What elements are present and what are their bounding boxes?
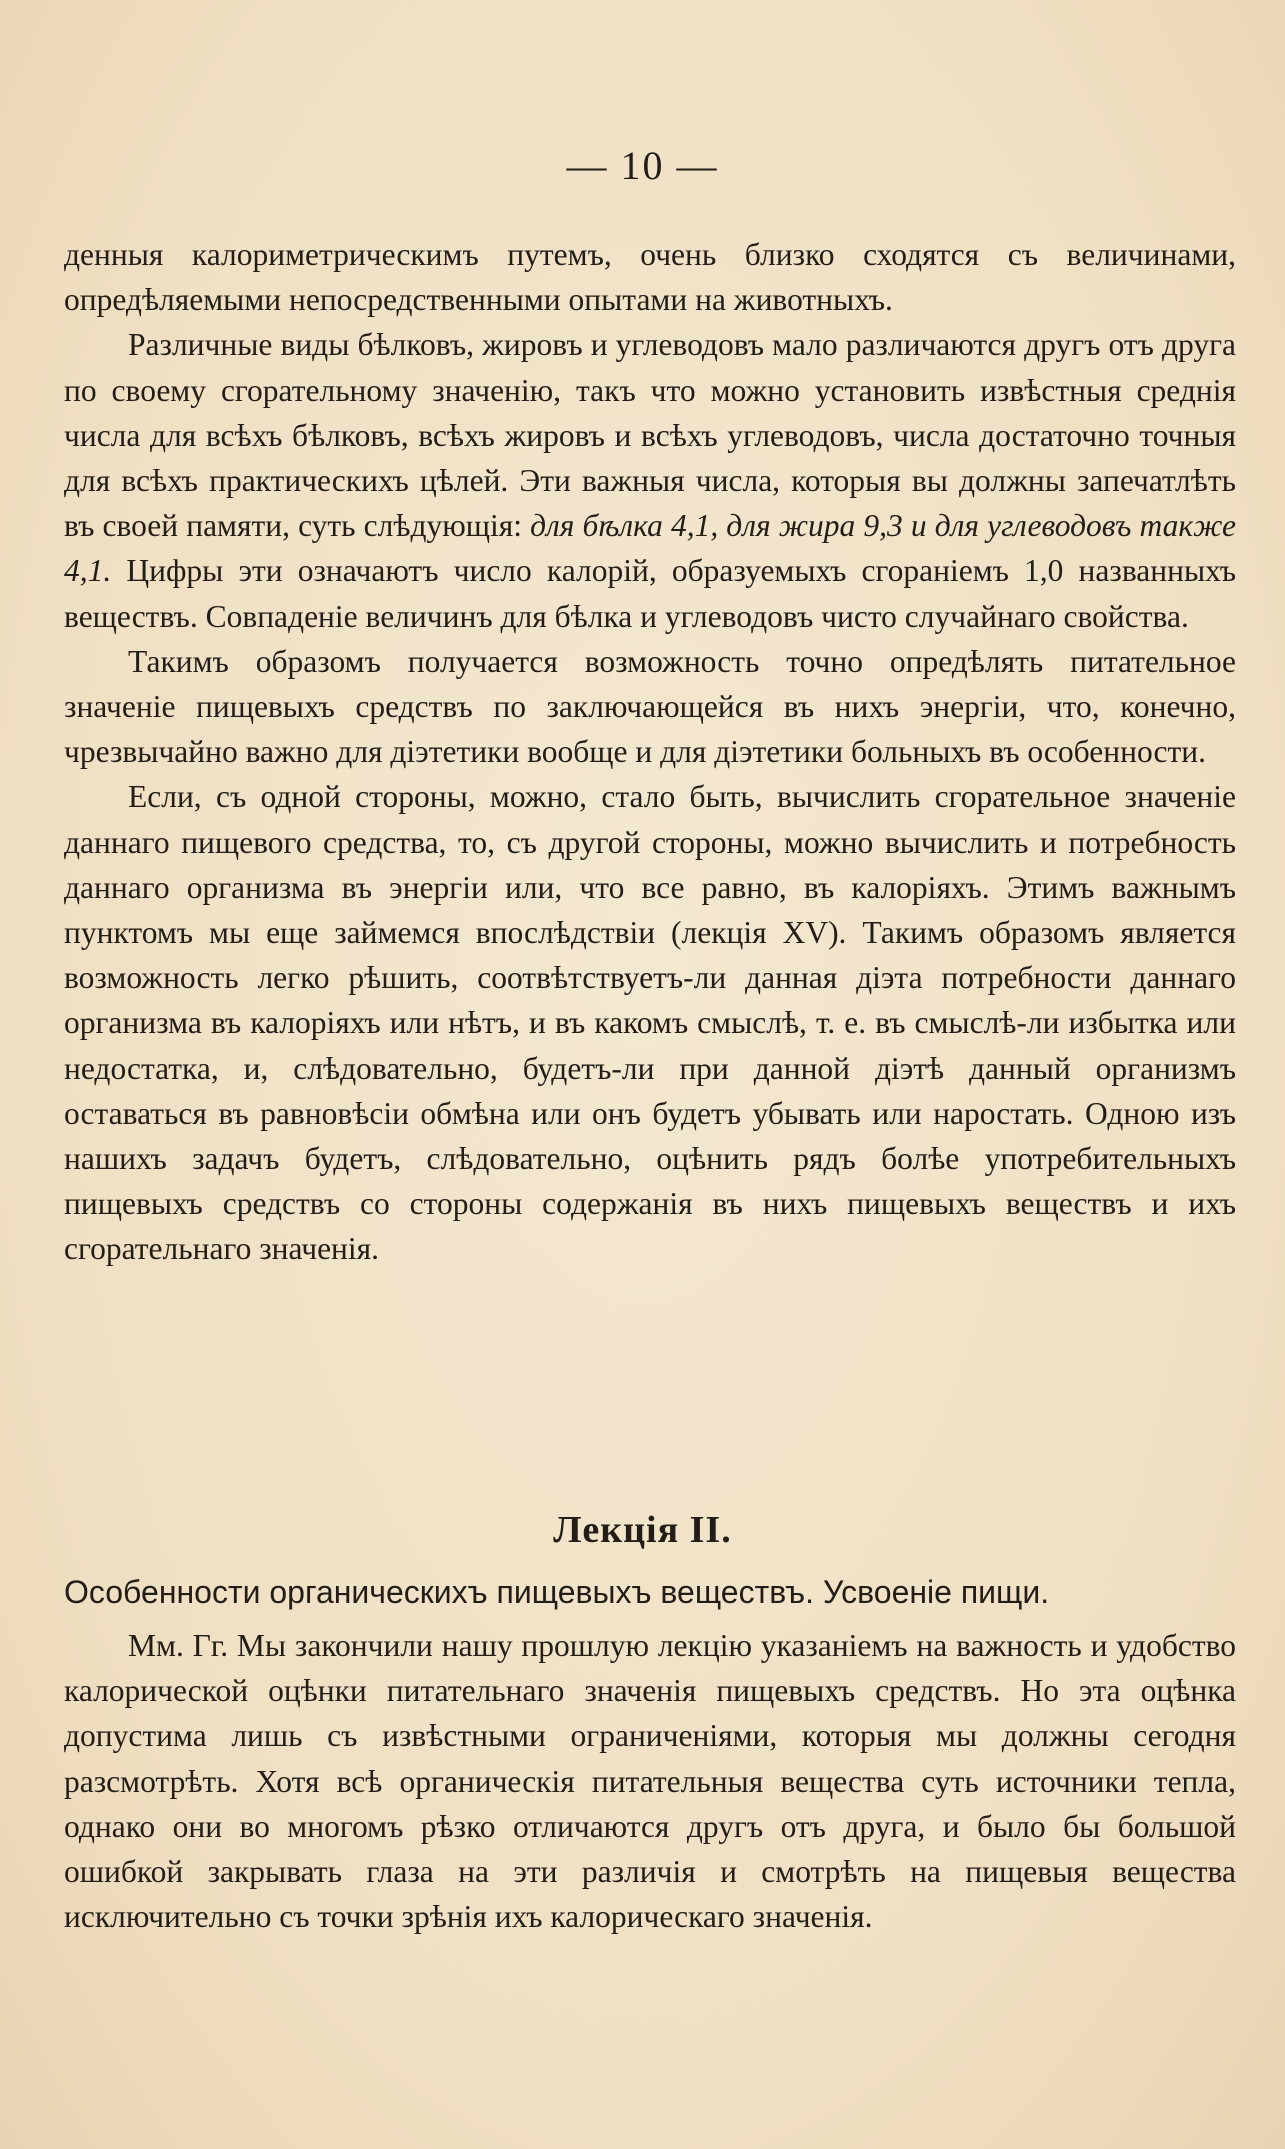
paragraph-text: Такимъ образомъ получается возможность точно опредѣлять питательное значеніе пищевыхъ средствъ по заключающейся въ нихъ энергіи, что, конечно, чрезвычайно важно для діэтетики вообще и для діэтетики больныхъ въ особенности.	[64, 643, 1236, 770]
paragraph-text: Различные виды бѣлковъ, жировъ и углеводовъ мало различаются другъ отъ друга по своему сгорательному значенію, такъ что можно установить извѣстныя среднія числа для всѣхъ бѣлковъ, всѣхъ жировъ и всѣхъ углеводовъ, числа достаточно точныя для всѣхъ практическихъ цѣлей. Эти важныя числа, которыя вы должны запечатлѣть въ своей памяти, суть слѣдующія:	[64, 327, 1236, 544]
paragraph-text: Цифры эти означаютъ число калорій, образуемыхъ сгораніемъ 1,0 названныхъ веществъ. Совпаденіе величинъ для бѣлка и углеводовъ чисто случайнаго свойства.	[64, 553, 1236, 634]
lecture-body-text	[64, 1623, 1236, 1939]
paragraph	[64, 232, 1236, 322]
lecture-subtitle: Особенности органическихъ пищевыхъ веществъ. Усвоеніе пищи.	[64, 1574, 1050, 1610]
paragraph	[64, 1623, 1236, 1939]
lecture-title: Лекція II.	[553, 1509, 732, 1551]
page-number: — 10 —	[566, 143, 719, 188]
paragraph	[64, 774, 1236, 1271]
paragraph-text: денныя калориметрическимъ путемъ, очень близко сходятся съ величинами, опредѣляемыми непосредственными опытами на животныхъ.	[64, 237, 1236, 318]
paragraph	[64, 322, 1236, 638]
paragraph-text: Мм. Гг. Мы закончили нашу прошлую лекцію указаніемъ на важность и удобство калорической оцѣнки питательнаго значенія пищевыхъ средствъ. Но эта оцѣнка допустима лишь съ извѣстными ограниченіями, которыя мы должны сегодня разсмотрѣть. Хотя всѣ органическія питательныя вещества суть источники тепла, однако они во многомъ рѣзко отличаются другъ отъ друга, и было бы большой ошибкой закрывать глаза на эти различія и смотрѣть на пищевыя вещества исключительно съ точки зрѣнія ихъ калорическаго значенія.	[64, 1628, 1236, 1935]
paragraph-text: Если, съ одной стороны, можно, стало быть, вычислить сгорательное значеніе даннаго пищевого средства, то, съ другой стороны, можно вычислить и потребность даннаго организма въ энергіи или, что все равно, въ калоріяхъ. Этимъ важнымъ пунктомъ мы еще займемся впослѣдствіи (лекція XV). Такимъ образомъ является возможность легко рѣшить, соотвѣтствуетъ-ли данная діэта потребности даннаго организма въ калоріяхъ или нѣтъ, и въ какомъ смыслѣ, т. е. въ смыслѣ-ли избытка или недостатка, и, слѣдовательно, будетъ-ли при данной діэтѣ данный организмъ оставаться въ равновѣсіи обмѣна или онъ будетъ убывать или наростать. Одною изъ нашихъ задачъ будетъ, слѣдовательно, оцѣнить рядъ болѣе употребительныхъ пищевыхъ средствъ со стороны содержанія въ нихъ пищевыхъ веществъ и ихъ сгорательнаго значенія.	[64, 779, 1236, 1267]
body-text	[64, 232, 1236, 1272]
italic-values-text: для бѣлка 4,1, для жира 9,3 и для углеводовъ также 4,1.	[64, 508, 1236, 589]
paragraph	[64, 639, 1236, 775]
